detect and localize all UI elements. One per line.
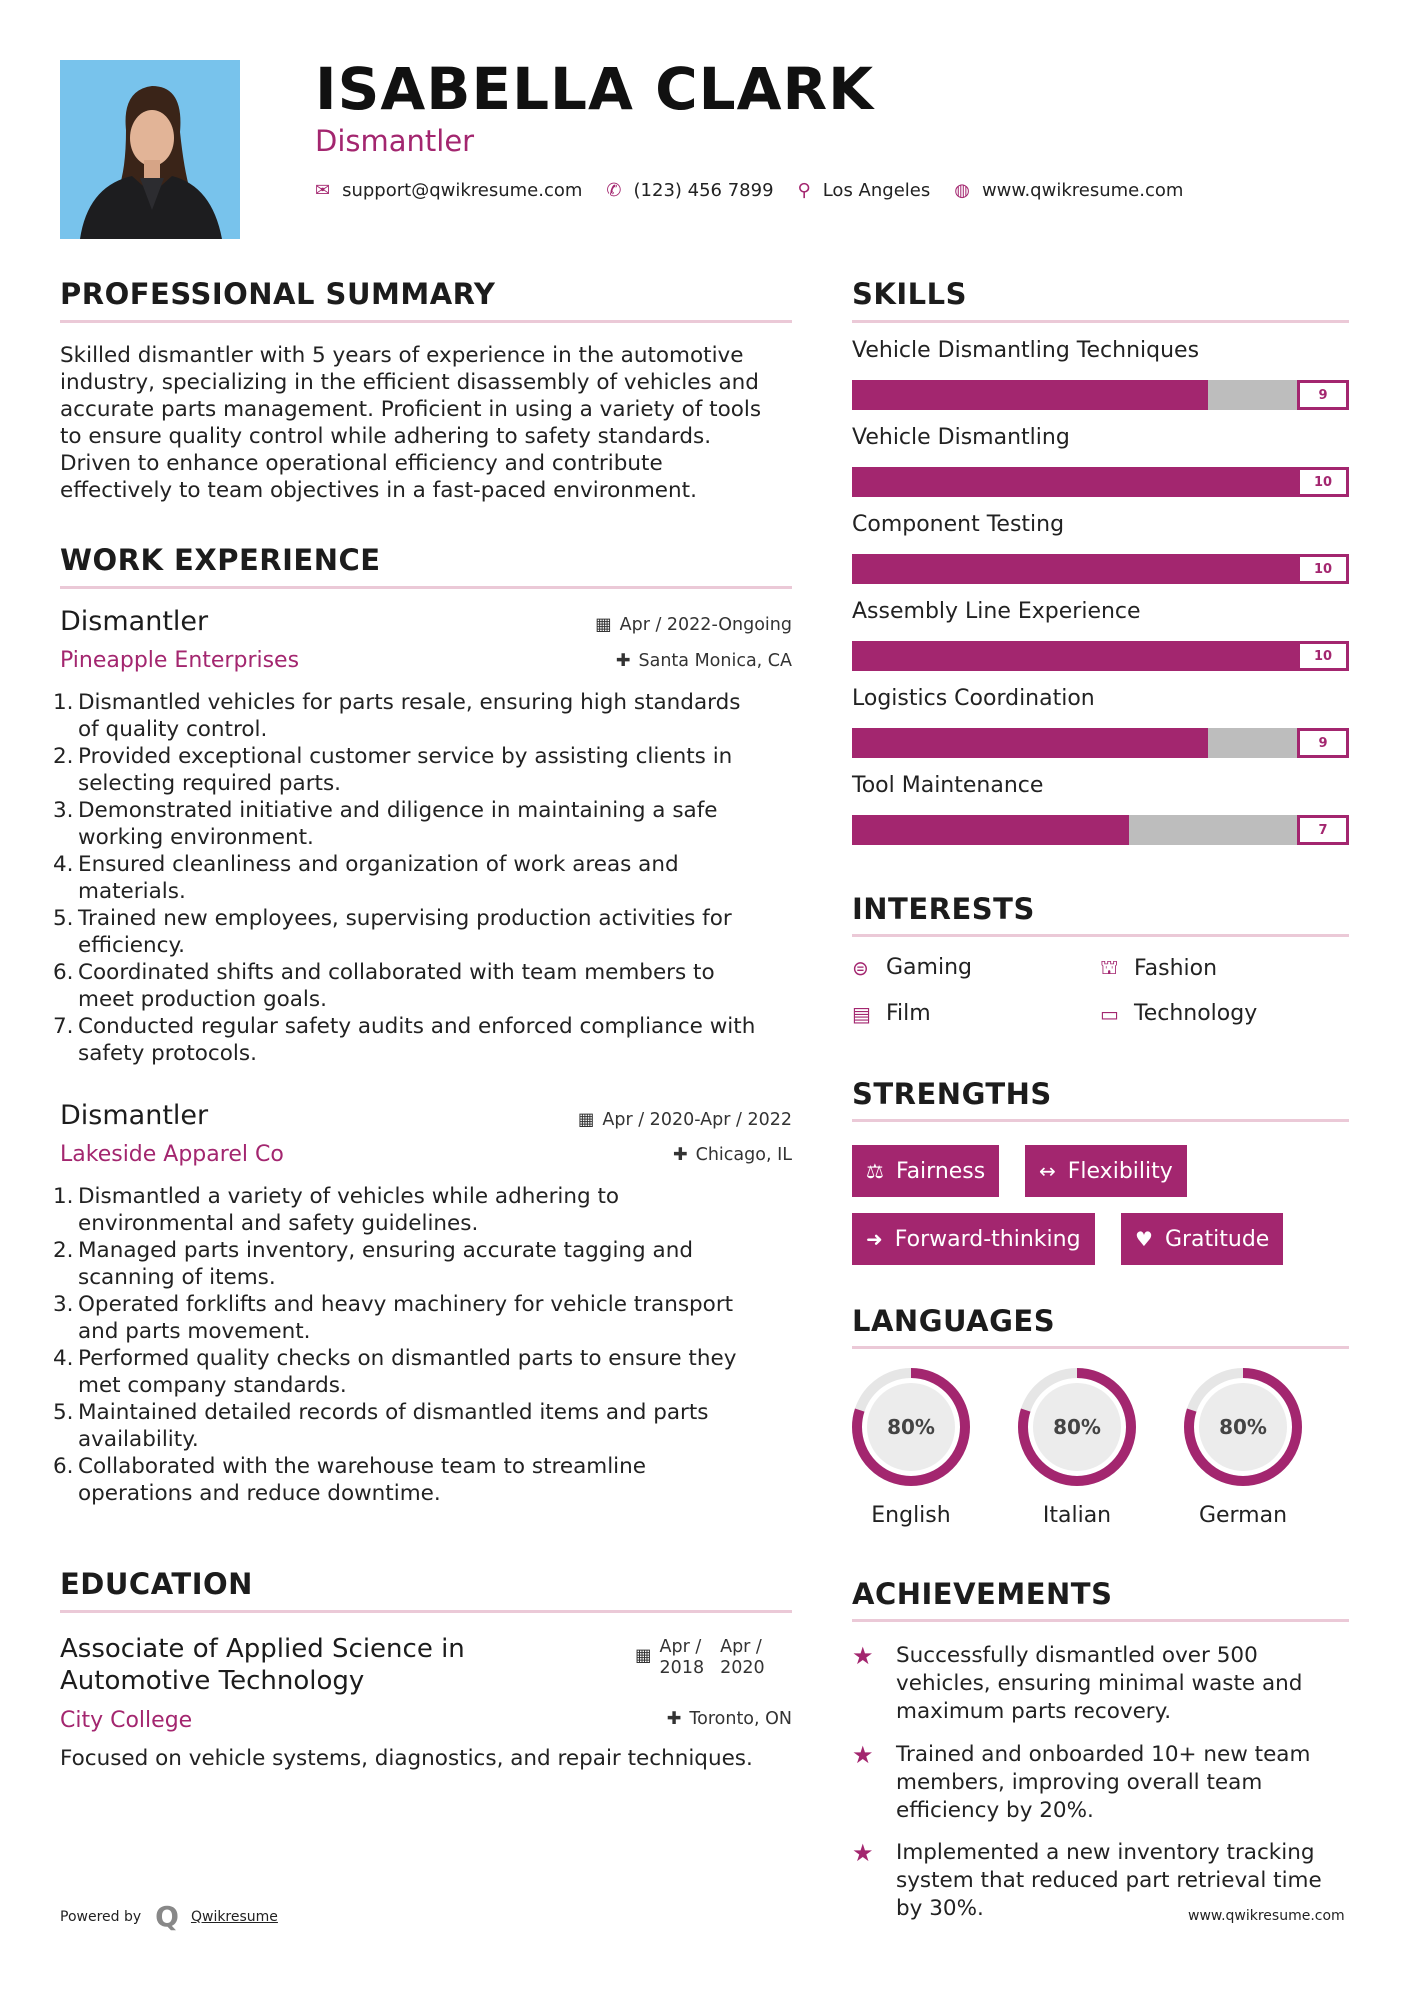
skill-bar — [852, 728, 1349, 758]
experience-heading: WORK EXPERIENCE — [60, 543, 381, 577]
achievements-heading: ACHIEVEMENTS — [852, 1577, 1113, 1611]
skill-bar-fill — [852, 467, 1349, 497]
education-end-month: Apr / — [720, 1637, 762, 1657]
calendar-icon: ▦ — [595, 615, 612, 635]
powered-by-text: Powered by — [60, 1908, 142, 1925]
laptop-icon: ▭ — [1100, 1001, 1119, 1026]
skill-bar-fill — [852, 815, 1129, 845]
degree-line: Automotive Technology — [60, 1666, 365, 1696]
contact-email[interactable] — [315, 180, 582, 201]
profile-photo — [60, 60, 240, 239]
email-text: support@qwikresume.com — [342, 180, 583, 201]
pushpin-icon: ✚ — [666, 1709, 682, 1729]
language-name: Italian — [1042, 1503, 1112, 1528]
person-silhouette-icon — [60, 60, 240, 239]
strengths-divider — [852, 1119, 1349, 1122]
job-2-location-text: Chicago, IL — [695, 1145, 792, 1165]
job-2-title: Dismantler — [60, 1100, 209, 1131]
duty-item — [53, 1399, 800, 1453]
job-1-title: Dismantler — [60, 606, 209, 637]
duty-line: Trained new employees, supervising production activities for — [78, 906, 732, 931]
education-location-text: Toronto, ON — [689, 1709, 792, 1729]
duty-line: selecting required parts. — [78, 771, 342, 796]
skill-bar — [852, 467, 1349, 497]
duty-line: Collaborated with the warehouse team to streamline — [78, 1454, 647, 1479]
summary-line: Skilled dismantler with 5 years of experience in the automotive — [60, 343, 744, 368]
job-2-date-text: Apr / 2020-Apr / 2022 — [602, 1110, 792, 1130]
gamepad-icon: ⊜ — [852, 955, 869, 980]
languages-divider — [852, 1346, 1349, 1349]
job-1-company: Pineapple Enterprises — [60, 648, 300, 673]
envelope-icon: ✉ — [315, 180, 331, 201]
shooting-star-icon: ★ — [852, 1642, 874, 1670]
phone-icon: ✆ — [606, 180, 622, 201]
duty-number: 2. — [53, 744, 74, 769]
education-start-year: 2018 — [659, 1658, 705, 1678]
skill-bar-fill — [852, 641, 1349, 671]
interest-fashion — [1100, 955, 1217, 982]
degree-line: Associate of Applied Science in — [60, 1634, 465, 1664]
skill-bar-fill — [852, 380, 1208, 410]
skill-bar — [852, 641, 1349, 671]
location-text: Los Angeles — [822, 180, 931, 201]
skill-level-badge: 9 — [1297, 728, 1349, 758]
heart-icon: ♥ — [1135, 1227, 1153, 1251]
shooting-star-icon: ★ — [852, 1839, 874, 1867]
contact-location — [798, 180, 931, 201]
summary-line: Driven to enhance operational efficiency and contribute — [60, 451, 663, 476]
duty-item — [53, 1345, 800, 1399]
pushpin-icon: ✚ — [672, 1145, 688, 1165]
skill-level-badge: 10 — [1297, 467, 1349, 497]
skill-level-badge: 10 — [1297, 554, 1349, 584]
job-2-date — [578, 1110, 792, 1130]
strength-label: Flexibility — [1067, 1158, 1173, 1184]
duty-line: and parts movement. — [78, 1319, 311, 1344]
interest-label: Film — [886, 1001, 931, 1026]
job-1-location — [616, 651, 792, 671]
interest-label: Fashion — [1134, 956, 1218, 981]
duty-line: working environment. — [78, 825, 314, 850]
education-end-year: 2020 — [720, 1658, 765, 1678]
language-percent: 80% — [1053, 1415, 1101, 1439]
job-2-location — [673, 1145, 792, 1165]
duty-number: 3. — [53, 798, 74, 823]
education-description: Focused on vehicle systems, diagnostics, and repair techniques. — [60, 1746, 753, 1771]
shopping-bag-icon: ⛫ — [1100, 955, 1119, 979]
strength-fairness — [852, 1145, 999, 1197]
duty-number: 5. — [53, 906, 74, 931]
language-percent: 80% — [887, 1415, 935, 1439]
strength-label: Gratitude — [1164, 1226, 1270, 1252]
contact-website[interactable] — [954, 180, 1183, 201]
duty-number: 5. — [53, 1400, 74, 1425]
duty-line: Ensured cleanliness and organization of work areas and — [78, 852, 679, 877]
duty-line: meet production goals. — [78, 987, 327, 1012]
skill-name: Assembly Line Experience — [852, 599, 1141, 624]
duty-line: met company standards. — [78, 1373, 347, 1398]
summary-divider — [60, 320, 792, 323]
interest-gaming — [852, 955, 972, 980]
achievement-line: Trained and onboarded 10+ new team — [896, 1742, 1311, 1767]
powered-by — [60, 1900, 278, 1933]
duty-item — [53, 689, 800, 743]
job-1-date-text: Apr / 2022-Ongoing — [619, 615, 792, 635]
strength-forward-thinking — [852, 1213, 1095, 1265]
duty-line: Operated forklifts and heavy machinery for vehicle transport — [78, 1292, 734, 1317]
qwikresume-logo-icon: Q — [155, 1900, 179, 1933]
duty-line: efficiency. — [78, 933, 185, 958]
achievement-line: efficiency by 20%. — [896, 1798, 1094, 1823]
summary-text — [60, 342, 792, 504]
languages-heading: LANGUAGES — [852, 1304, 1056, 1338]
job-title: Dismantler — [315, 124, 475, 158]
skill-level-badge: 7 — [1297, 815, 1349, 845]
summary-heading: PROFESSIONAL SUMMARY — [60, 277, 496, 311]
duty-item — [53, 959, 800, 1013]
strength-flexibility — [1025, 1145, 1187, 1197]
skills-divider — [852, 320, 1349, 323]
duty-line: Dismantled vehicles for parts resale, ensuring high standards — [78, 690, 741, 715]
duty-line: operations and reduce downtime. — [78, 1481, 441, 1506]
duty-line: environmental and safety guidelines. — [78, 1211, 479, 1236]
brand-link[interactable]: Qwikresume — [190, 1908, 278, 1925]
skill-name: Component Testing — [852, 512, 1065, 537]
education-end — [720, 1637, 765, 1679]
language-name: English — [871, 1503, 951, 1528]
summary-line: industry, specializing in the efficient disassembly of vehicles and — [60, 370, 759, 395]
achievement-item — [852, 1741, 1349, 1825]
duty-number: 1. — [53, 690, 74, 715]
duty-number: 7. — [53, 1014, 74, 1039]
film-icon: ▤ — [852, 1001, 871, 1026]
duty-number: 1. — [53, 1184, 74, 1209]
phone-text: (123) 456 7899 — [633, 180, 774, 201]
duty-line: safety protocols. — [78, 1041, 257, 1066]
duty-line: of quality control. — [78, 717, 268, 742]
achievement-line: by 30%. — [896, 1896, 984, 1921]
job-1-location-text: Santa Monica, CA — [638, 651, 792, 671]
degree — [60, 1633, 465, 1697]
language-name: German — [1198, 1503, 1288, 1528]
strength-label: Fairness — [895, 1158, 986, 1184]
arrows-horizontal-icon: ↔ — [1039, 1159, 1056, 1183]
shooting-star-icon: ★ — [852, 1741, 874, 1769]
duty-item — [53, 905, 800, 959]
skill-bar-fill — [852, 554, 1349, 584]
achievement-line: system that reduced part retrieval time — [896, 1868, 1322, 1893]
duty-item — [53, 743, 800, 797]
skill-name: Vehicle Dismantling — [852, 425, 1070, 450]
interest-label: Gaming — [886, 955, 972, 980]
interest-technology — [1100, 1001, 1257, 1026]
strength-gratitude — [1121, 1213, 1283, 1265]
duty-line: Provided exceptional customer service by assisting clients in — [78, 744, 733, 769]
strength-label: Forward-thinking — [894, 1226, 1081, 1252]
duty-line: Demonstrated initiative and diligence in maintaining a safe — [78, 798, 718, 823]
interests-heading: INTERESTS — [852, 892, 1035, 926]
achievement-line: Implemented a new inventory tracking — [896, 1840, 1315, 1865]
achievement-line: Successfully dismantled over 500 — [896, 1643, 1258, 1668]
arrow-right-icon: ➜ — [866, 1227, 883, 1251]
skill-name: Vehicle Dismantling Techniques — [852, 338, 1200, 363]
duty-line: Conducted regular safety audits and enforced compliance with — [78, 1014, 756, 1039]
duty-line: Managed parts inventory, ensuring accurate tagging and — [78, 1238, 693, 1263]
duty-number: 4. — [53, 852, 74, 877]
language-percent: 80% — [1219, 1415, 1267, 1439]
achievements-divider — [852, 1619, 1349, 1622]
duty-item — [53, 1013, 800, 1067]
summary-line: accurate parts management. Proficient in using a variety of tools — [60, 397, 762, 422]
duty-item — [53, 797, 800, 851]
duty-line: Performed quality checks on dismantled parts to ensure they — [78, 1346, 737, 1371]
calendar-icon: ▦ — [635, 1646, 652, 1666]
duty-line: Dismantled a variety of vehicles while adhering to — [78, 1184, 620, 1209]
duty-item — [53, 1237, 800, 1291]
duty-item — [53, 851, 800, 905]
job-1-date — [595, 615, 792, 635]
achievement-line: maximum parts recovery. — [896, 1699, 1172, 1724]
duty-line: Maintained detailed records of dismantled items and parts — [78, 1400, 709, 1425]
duty-line: scanning of items. — [78, 1265, 276, 1290]
skill-level-badge: 9 — [1297, 380, 1349, 410]
duty-number: 2. — [53, 1238, 74, 1263]
strengths-heading: STRENGTHS — [852, 1077, 1052, 1111]
duty-line: availability. — [78, 1427, 199, 1452]
calendar-icon: ▦ — [577, 1110, 595, 1130]
experience-divider — [60, 586, 792, 589]
language-ring — [1015, 1365, 1139, 1489]
duty-item — [53, 1291, 800, 1345]
language-ring — [849, 1365, 973, 1489]
contact-phone[interactable] — [606, 180, 773, 201]
education-heading: EDUCATION — [60, 1567, 253, 1601]
duty-number: 4. — [53, 1346, 74, 1371]
duty-line: materials. — [78, 879, 186, 904]
summary-line: to ensure quality control while adhering to safety standards. — [60, 424, 712, 449]
map-pin-icon: ⚲ — [797, 180, 811, 201]
contact-bar — [315, 180, 1207, 201]
skill-name: Tool Maintenance — [852, 773, 1044, 798]
skill-bar-fill — [852, 728, 1208, 758]
skill-level-badge: 10 — [1297, 641, 1349, 671]
achievement-item — [852, 1642, 1349, 1726]
skills-heading: SKILLS — [852, 277, 967, 311]
school-name: City College — [60, 1708, 193, 1733]
achievement-line: members, improving overall team — [896, 1770, 1263, 1795]
duty-item — [53, 1453, 800, 1507]
education-divider — [60, 1610, 792, 1613]
pushpin-icon: ✚ — [615, 651, 631, 671]
duty-number: 3. — [53, 1292, 74, 1317]
education-start — [660, 1637, 705, 1679]
skill-name: Logistics Coordination — [852, 686, 1095, 711]
duty-item — [53, 1183, 800, 1237]
interest-film — [852, 1001, 931, 1026]
globe-icon: ◍ — [954, 180, 970, 201]
job-2-duties — [53, 1183, 800, 1507]
duty-number: 6. — [53, 960, 74, 985]
education-start-month: Apr / — [659, 1637, 702, 1657]
language-ring — [1181, 1365, 1305, 1489]
candidate-name: ISABELLA CLARK — [315, 55, 875, 123]
interests-divider — [852, 934, 1349, 937]
duty-number: 6. — [53, 1454, 74, 1479]
skill-bar — [852, 815, 1349, 845]
website-text: www.qwikresume.com — [981, 180, 1184, 201]
interest-label: Technology — [1134, 1001, 1258, 1026]
footer-website[interactable]: www.qwikresume.com — [1188, 1908, 1345, 1924]
education-location — [667, 1709, 792, 1729]
job-1-duties — [53, 689, 800, 1067]
balance-scale-icon: ⚖ — [866, 1159, 884, 1183]
skill-bar — [852, 554, 1349, 584]
achievement-line: vehicles, ensuring minimal waste and — [896, 1671, 1303, 1696]
job-2-company: Lakeside Apparel Co — [60, 1142, 284, 1167]
duty-line: Coordinated shifts and collaborated with team members to — [78, 960, 715, 985]
skill-bar — [852, 380, 1349, 410]
education-date — [635, 1637, 765, 1679]
summary-line: effectively to team objectives in a fast-paced environment. — [60, 478, 697, 503]
